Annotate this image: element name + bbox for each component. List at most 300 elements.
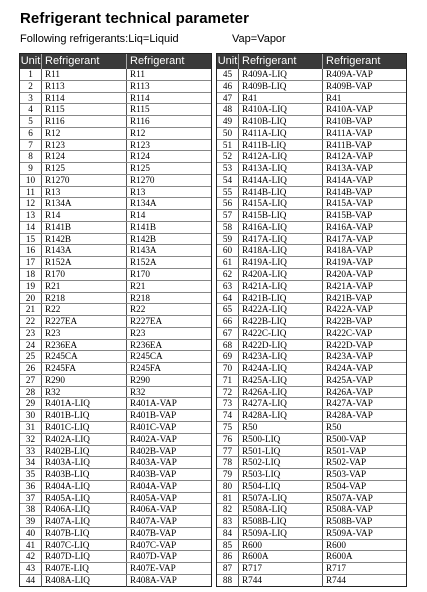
refrigerant-liq-cell: R402A-LIQ xyxy=(41,434,126,445)
refrigerant-liq-cell: R410B-LIQ xyxy=(238,116,322,127)
page-title: Refrigerant technical parameter xyxy=(20,10,250,27)
table-row xyxy=(20,222,211,234)
table-row xyxy=(20,540,211,552)
refrigerant-liq-cell: R405A-LIQ xyxy=(41,493,126,504)
refrigerant-vap-cell: R401A-VAP xyxy=(126,398,210,409)
refrigerant-vap-cell: R508A-VAP xyxy=(322,504,405,515)
refrigerant-vap-cell: R14 xyxy=(126,210,210,221)
refrigerant-liq-cell: R508A-LIQ xyxy=(238,504,322,515)
unit-cell: 24 xyxy=(25,339,36,350)
table-row xyxy=(217,551,406,563)
unit-cell: 85 xyxy=(222,539,233,550)
refrigerant-vap-cell: R508B-VAP xyxy=(322,516,405,527)
unit-cell: 74 xyxy=(222,410,233,421)
refrigerant-liq-cell: R422C-LIQ xyxy=(238,328,322,339)
table-row xyxy=(20,375,211,387)
refrigerant-liq-cell: R423A-LIQ xyxy=(238,351,322,362)
refrigerant-liq-cell: R500-LIQ xyxy=(238,434,322,445)
table-row xyxy=(20,304,211,316)
refrigerant-vap-cell: R414B-VAP xyxy=(322,187,405,198)
refrigerant-vap-cell: R407A-VAP xyxy=(126,516,210,527)
refrigerant-liq-cell: R717 xyxy=(238,563,322,574)
refrigerant-vap-cell: R418A-VAP xyxy=(322,245,405,256)
unit-cell: 87 xyxy=(222,563,233,574)
refrigerant-liq-cell: R401B-LIQ xyxy=(41,410,126,421)
refrigerant-vap-cell: R503-VAP xyxy=(322,469,405,480)
unit-cell: 14 xyxy=(25,221,36,232)
refrigerant-vap-cell: R410B-VAP xyxy=(322,116,405,127)
unit-cell: 62 xyxy=(222,269,233,280)
liquid-legend: Following refrigerants:Liq=Liquid xyxy=(20,33,179,45)
refrigerant-vap-cell: R407C-VAP xyxy=(126,540,210,551)
unit-cell: 11 xyxy=(26,186,35,197)
refrigerant-liq-cell: R410A-LIQ xyxy=(238,104,322,115)
refrigerant-vap-cell: R500-VAP xyxy=(322,434,405,445)
unit-cell: 65 xyxy=(222,304,233,315)
table-header xyxy=(217,54,406,69)
unit-cell: 2 xyxy=(28,80,33,91)
refrigerant-vap-cell: R407B-VAP xyxy=(126,528,210,539)
table-row xyxy=(217,257,406,269)
header-refrigerant-liq: Refrigerant xyxy=(41,54,126,69)
table-row xyxy=(217,281,406,293)
unit-cell: 73 xyxy=(222,398,233,409)
refrigerant-liq-cell: R420A-LIQ xyxy=(238,269,322,280)
unit-cell: 5 xyxy=(28,116,33,127)
refrigerant-vap-cell: R422D-VAP xyxy=(322,340,405,351)
unit-cell: 58 xyxy=(222,221,233,232)
unit-cell: 34 xyxy=(25,457,36,468)
refrigerant-vap-cell: R402B-VAP xyxy=(126,446,210,457)
table-row xyxy=(217,93,406,105)
table-row xyxy=(217,81,406,93)
refrigerant-liq-cell: R12 xyxy=(41,128,126,139)
refrigerant-vap-cell: R420A-VAP xyxy=(322,269,405,280)
table-body xyxy=(217,69,406,587)
refrigerant-liq-cell: R114 xyxy=(41,93,126,104)
refrigerant-vap-cell: R410A-VAP xyxy=(322,104,405,115)
unit-cell: 71 xyxy=(222,374,233,385)
refrigerant-vap-cell: R423A-VAP xyxy=(322,351,405,362)
refrigerant-vap-cell: R143A xyxy=(126,245,210,256)
table-row xyxy=(20,434,211,446)
table-row xyxy=(217,293,406,305)
table-row xyxy=(20,151,211,163)
refrigerant-vap-cell: R406A-VAP xyxy=(126,504,210,515)
unit-cell: 22 xyxy=(25,316,36,327)
subtitle xyxy=(20,33,286,45)
table-row xyxy=(217,363,406,375)
unit-cell: 47 xyxy=(222,92,233,103)
unit-cell: 80 xyxy=(222,480,233,491)
refrigerant-liq-cell: R406A-LIQ xyxy=(41,504,126,515)
unit-cell: 75 xyxy=(222,421,233,432)
table-row xyxy=(217,469,406,481)
refrigerant-liq-cell: R419A-LIQ xyxy=(238,257,322,268)
refrigerant-liq-cell: R152A xyxy=(41,257,126,268)
table-row xyxy=(217,304,406,316)
refrigerant-vap-cell: R414A-VAP xyxy=(322,175,405,186)
unit-cell: 78 xyxy=(222,457,233,468)
refrigerant-liq-cell: R142B xyxy=(41,234,126,245)
table-row xyxy=(20,210,211,222)
header-unit: Unit xyxy=(217,55,238,67)
unit-cell: 84 xyxy=(222,527,233,538)
table-row xyxy=(20,198,211,210)
unit-cell: 45 xyxy=(222,69,233,79)
refrigerant-liq-cell: R218 xyxy=(41,293,126,304)
refrigerant-liq-cell: R421B-LIQ xyxy=(238,293,322,304)
refrigerant-liq-cell: R125 xyxy=(41,163,126,174)
unit-cell: 31 xyxy=(25,421,36,432)
unit-cell: 36 xyxy=(25,480,36,491)
unit-cell: 53 xyxy=(222,163,233,174)
refrigerant-vap-cell: R245FA xyxy=(126,363,210,374)
refrigerant-vap-cell: R411A-VAP xyxy=(322,128,405,139)
refrigerant-liq-cell: R141B xyxy=(41,222,126,233)
unit-cell: 1 xyxy=(28,69,33,79)
refrigerant-liq-cell: R170 xyxy=(41,269,126,280)
refrigerant-liq-cell: R245CA xyxy=(41,351,126,362)
refrigerant-vap-cell: R404A-VAP xyxy=(126,481,210,492)
refrigerant-liq-cell: R424A-LIQ xyxy=(238,363,322,374)
table-row xyxy=(20,293,211,305)
table-row xyxy=(217,245,406,257)
table-row xyxy=(217,316,406,328)
refrigerant-vap-cell: R744 xyxy=(322,575,405,587)
refrigerant-liq-cell: R1270 xyxy=(41,175,126,186)
table-row xyxy=(217,351,406,363)
table-row xyxy=(217,175,406,187)
refrigerant-vap-cell: R123 xyxy=(126,140,210,151)
refrigerant-vap-cell: R290 xyxy=(126,375,210,386)
refrigerant-vap-cell: R407D-VAP xyxy=(126,551,210,562)
unit-cell: 79 xyxy=(222,469,233,480)
unit-cell: 50 xyxy=(222,127,233,138)
unit-cell: 29 xyxy=(25,398,36,409)
refrigerant-vap-cell: R421A-VAP xyxy=(322,281,405,292)
table-row xyxy=(20,140,211,152)
refrigerant-vap-cell: R409B-VAP xyxy=(322,81,405,92)
refrigerant-vap-cell: R124 xyxy=(126,151,210,162)
table-row xyxy=(217,516,406,528)
table-row xyxy=(217,446,406,458)
refrigerant-liq-cell: R409A-LIQ xyxy=(238,69,322,80)
refrigerant-liq-cell: R403B-LIQ xyxy=(41,469,126,480)
refrigerant-vap-cell: R412A-VAP xyxy=(322,151,405,162)
unit-cell: 55 xyxy=(222,186,233,197)
table-row xyxy=(217,340,406,352)
table-row xyxy=(217,398,406,410)
refrigerant-liq-cell: R290 xyxy=(41,375,126,386)
refrigerant-vap-cell: R413A-VAP xyxy=(322,163,405,174)
table-row xyxy=(217,222,406,234)
unit-cell: 63 xyxy=(222,280,233,291)
table-row xyxy=(20,446,211,458)
refrigerant-liq-cell: R407E-LIQ xyxy=(41,563,126,574)
table-row xyxy=(20,187,211,199)
refrigerant-liq-cell: R509A-LIQ xyxy=(238,528,322,539)
refrigerant-liq-cell: R41 xyxy=(238,93,322,104)
refrigerant-vap-cell: R114 xyxy=(126,93,210,104)
refrigerant-liq-cell: R21 xyxy=(41,281,126,292)
refrigerant-liq-cell: R422B-LIQ xyxy=(238,316,322,327)
refrigerant-liq-cell: R426A-LIQ xyxy=(238,387,322,398)
refrigerant-vap-cell: R415B-VAP xyxy=(322,210,405,221)
refrigerant-vap-cell: R403B-VAP xyxy=(126,469,210,480)
table-row xyxy=(217,163,406,175)
table-row xyxy=(20,104,211,116)
refrigerant-liq-cell: R422A-LIQ xyxy=(238,304,322,315)
unit-cell: 44 xyxy=(25,574,36,585)
table-body xyxy=(20,69,211,587)
unit-cell: 25 xyxy=(25,351,36,362)
refrigerant-vap-cell: R32 xyxy=(126,387,210,398)
refrigerant-liq-cell: R421A-LIQ xyxy=(238,281,322,292)
unit-cell: 13 xyxy=(25,210,36,221)
refrigerant-liq-cell: R408A-LIQ xyxy=(41,575,126,587)
refrigerant-table-right xyxy=(216,53,407,587)
table-row xyxy=(20,516,211,528)
refrigerant-vap-cell: R134A xyxy=(126,198,210,209)
unit-cell: 61 xyxy=(222,257,233,268)
refrigerant-liq-cell: R115 xyxy=(41,104,126,115)
unit-cell: 26 xyxy=(25,363,36,374)
refrigerant-vap-cell: R428A-VAP xyxy=(322,410,405,421)
unit-cell: 3 xyxy=(28,92,33,103)
unit-cell: 86 xyxy=(222,551,233,562)
refrigerant-liq-cell: R236EA xyxy=(41,340,126,351)
refrigerant-vap-cell: R501-VAP xyxy=(322,446,405,457)
refrigerant-liq-cell: R401A-LIQ xyxy=(41,398,126,409)
unit-cell: 42 xyxy=(25,551,36,562)
header-refrigerant-vap: Refrigerant xyxy=(126,54,210,69)
refrigerant-liq-cell: R407D-LIQ xyxy=(41,551,126,562)
table-row xyxy=(20,69,211,81)
refrigerant-vap-cell: R422B-VAP xyxy=(322,316,405,327)
refrigerant-vap-cell: R416A-VAP xyxy=(322,222,405,233)
unit-cell: 35 xyxy=(25,469,36,480)
unit-cell: 64 xyxy=(222,292,233,303)
refrigerant-liq-cell: R50 xyxy=(238,422,322,433)
refrigerant-liq-cell: R227EA xyxy=(41,316,126,327)
refrigerant-vap-cell: R405A-VAP xyxy=(126,493,210,504)
refrigerant-vap-cell: R218 xyxy=(126,293,210,304)
table-row xyxy=(20,340,211,352)
table-row xyxy=(217,481,406,493)
refrigerant-liq-cell: R501-LIQ xyxy=(238,446,322,457)
table-row xyxy=(217,540,406,552)
refrigerant-vap-cell: R509A-VAP xyxy=(322,528,405,539)
refrigerant-liq-cell: R14 xyxy=(41,210,126,221)
table-row xyxy=(217,493,406,505)
refrigerant-vap-cell: R115 xyxy=(126,104,210,115)
refrigerant-liq-cell: R13 xyxy=(41,187,126,198)
table-row xyxy=(20,257,211,269)
table-row xyxy=(217,434,406,446)
refrigerant-liq-cell: R427A-LIQ xyxy=(238,398,322,409)
unit-cell: 41 xyxy=(25,539,36,550)
unit-cell: 76 xyxy=(222,433,233,444)
refrigerant-vap-cell: R422C-VAP xyxy=(322,328,405,339)
table-row xyxy=(20,528,211,540)
refrigerant-liq-cell: R245FA xyxy=(41,363,126,374)
refrigerant-vap-cell: R408A-VAP xyxy=(126,575,210,587)
table-row xyxy=(20,563,211,575)
unit-cell: 19 xyxy=(25,280,36,291)
unit-cell: 37 xyxy=(25,492,36,503)
header-unit: Unit xyxy=(20,55,41,67)
unit-cell: 33 xyxy=(25,445,36,456)
table-row xyxy=(20,457,211,469)
refrigerant-vap-cell: R402A-VAP xyxy=(126,434,210,445)
refrigerant-liq-cell: R411A-LIQ xyxy=(238,128,322,139)
refrigerant-vap-cell: R419A-VAP xyxy=(322,257,405,268)
refrigerant-liq-cell: R507A-LIQ xyxy=(238,493,322,504)
refrigerant-liq-cell: R22 xyxy=(41,304,126,315)
table-row xyxy=(20,363,211,375)
unit-cell: 60 xyxy=(222,245,233,256)
table-row xyxy=(217,187,406,199)
refrigerant-liq-cell: R403A-LIQ xyxy=(41,457,126,468)
unit-cell: 54 xyxy=(222,174,233,185)
unit-cell: 17 xyxy=(25,257,36,268)
refrigerant-vap-cell: R502-VAP xyxy=(322,457,405,468)
unit-cell: 23 xyxy=(25,327,36,338)
refrigerant-vap-cell: R415A-VAP xyxy=(322,198,405,209)
refrigerant-vap-cell: R600A xyxy=(322,551,405,562)
refrigerant-vap-cell: R507A-VAP xyxy=(322,493,405,504)
refrigerant-vap-cell: R426A-VAP xyxy=(322,387,405,398)
unit-cell: 15 xyxy=(25,233,36,244)
refrigerant-vap-cell: R22 xyxy=(126,304,210,315)
table-row xyxy=(20,328,211,340)
table-row xyxy=(217,234,406,246)
unit-cell: 9 xyxy=(28,163,33,174)
refrigerant-liq-cell: R600A xyxy=(238,551,322,562)
table-row xyxy=(217,210,406,222)
refrigerant-vap-cell: R504-VAP xyxy=(322,481,405,492)
refrigerant-liq-cell: R143A xyxy=(41,245,126,256)
refrigerant-vap-cell: R41 xyxy=(322,93,405,104)
table-row xyxy=(20,116,211,128)
refrigerant-liq-cell: R134A xyxy=(41,198,126,209)
table-row xyxy=(20,398,211,410)
refrigerant-vap-cell: R21 xyxy=(126,281,210,292)
table-row xyxy=(20,551,211,563)
unit-cell: 16 xyxy=(25,245,36,256)
refrigerant-liq-cell: R413A-LIQ xyxy=(238,163,322,174)
table-row xyxy=(217,269,406,281)
unit-cell: 12 xyxy=(25,198,36,209)
refrigerant-vap-cell: R245CA xyxy=(126,351,210,362)
unit-cell: 59 xyxy=(222,233,233,244)
table-row xyxy=(217,198,406,210)
unit-cell: 10 xyxy=(25,174,36,185)
refrigerant-vap-cell: R407E-VAP xyxy=(126,563,210,574)
unit-cell: 81 xyxy=(222,492,233,503)
refrigerant-liq-cell: R416A-LIQ xyxy=(238,222,322,233)
refrigerant-liq-cell: R418A-LIQ xyxy=(238,245,322,256)
refrigerant-liq-cell: R414B-LIQ xyxy=(238,187,322,198)
table-row xyxy=(20,245,211,257)
refrigerant-vap-cell: R403A-VAP xyxy=(126,457,210,468)
refrigerant-liq-cell: R415B-LIQ xyxy=(238,210,322,221)
unit-cell: 6 xyxy=(28,127,33,138)
refrigerant-vap-cell: R425A-VAP xyxy=(322,375,405,386)
refrigerant-vap-cell: R417A-VAP xyxy=(322,234,405,245)
refrigerant-liq-cell: R407B-LIQ xyxy=(41,528,126,539)
table-row xyxy=(217,151,406,163)
refrigerant-liq-cell: R422D-LIQ xyxy=(238,340,322,351)
table-row xyxy=(20,175,211,187)
unit-cell: 83 xyxy=(222,516,233,527)
refrigerant-liq-cell: R11 xyxy=(41,69,126,80)
table-header xyxy=(20,54,211,69)
table-row xyxy=(217,387,406,399)
refrigerant-vap-cell: R12 xyxy=(126,128,210,139)
unit-cell: 32 xyxy=(25,433,36,444)
unit-cell: 21 xyxy=(25,304,36,315)
refrigerant-vap-cell: R141B xyxy=(126,222,210,233)
table-row xyxy=(20,387,211,399)
refrigerant-liq-cell: R417A-LIQ xyxy=(238,234,322,245)
table-row xyxy=(20,410,211,422)
unit-cell: 43 xyxy=(25,563,36,574)
refrigerant-vap-cell: R152A xyxy=(126,257,210,268)
table-row xyxy=(20,504,211,516)
refrigerant-vap-cell: R1270 xyxy=(126,175,210,186)
table-row xyxy=(20,281,211,293)
table-row xyxy=(20,234,211,246)
table-row xyxy=(217,575,406,587)
unit-cell: 72 xyxy=(222,386,233,397)
refrigerant-vap-cell: R113 xyxy=(126,81,210,92)
refrigerant-liq-cell: R113 xyxy=(41,81,126,92)
table-row xyxy=(217,328,406,340)
refrigerant-vap-cell: R427A-VAP xyxy=(322,398,405,409)
refrigerant-vap-cell: R411B-VAP xyxy=(322,140,405,151)
unit-cell: 27 xyxy=(25,374,36,385)
table-row xyxy=(217,140,406,152)
header-refrigerant-vap: Refrigerant xyxy=(322,54,405,69)
refrigerant-vap-cell: R401C-VAP xyxy=(126,422,210,433)
refrigerant-liq-cell: R407A-LIQ xyxy=(41,516,126,527)
table-row xyxy=(20,316,211,328)
unit-cell: 28 xyxy=(25,386,36,397)
refrigerant-liq-cell: R32 xyxy=(41,387,126,398)
refrigerant-liq-cell: R412A-LIQ xyxy=(238,151,322,162)
refrigerant-vap-cell: R421B-VAP xyxy=(322,293,405,304)
table-row xyxy=(20,93,211,105)
refrigerant-liq-cell: R23 xyxy=(41,328,126,339)
table-row xyxy=(217,563,406,575)
table-row xyxy=(20,163,211,175)
refrigerant-vap-cell: R50 xyxy=(322,422,405,433)
unit-cell: 88 xyxy=(222,574,233,585)
refrigerant-liq-cell: R404A-LIQ xyxy=(41,481,126,492)
table-row xyxy=(217,410,406,422)
unit-cell: 38 xyxy=(25,504,36,515)
unit-cell: 51 xyxy=(222,139,233,150)
refrigerant-vap-cell: R170 xyxy=(126,269,210,280)
refrigerant-vap-cell: R236EA xyxy=(126,340,210,351)
refrigerant-liq-cell: R402B-LIQ xyxy=(41,446,126,457)
unit-cell: 8 xyxy=(28,151,33,162)
refrigerant-vap-cell: R23 xyxy=(126,328,210,339)
table-row xyxy=(217,457,406,469)
refrigerant-vap-cell: R424A-VAP xyxy=(322,363,405,374)
